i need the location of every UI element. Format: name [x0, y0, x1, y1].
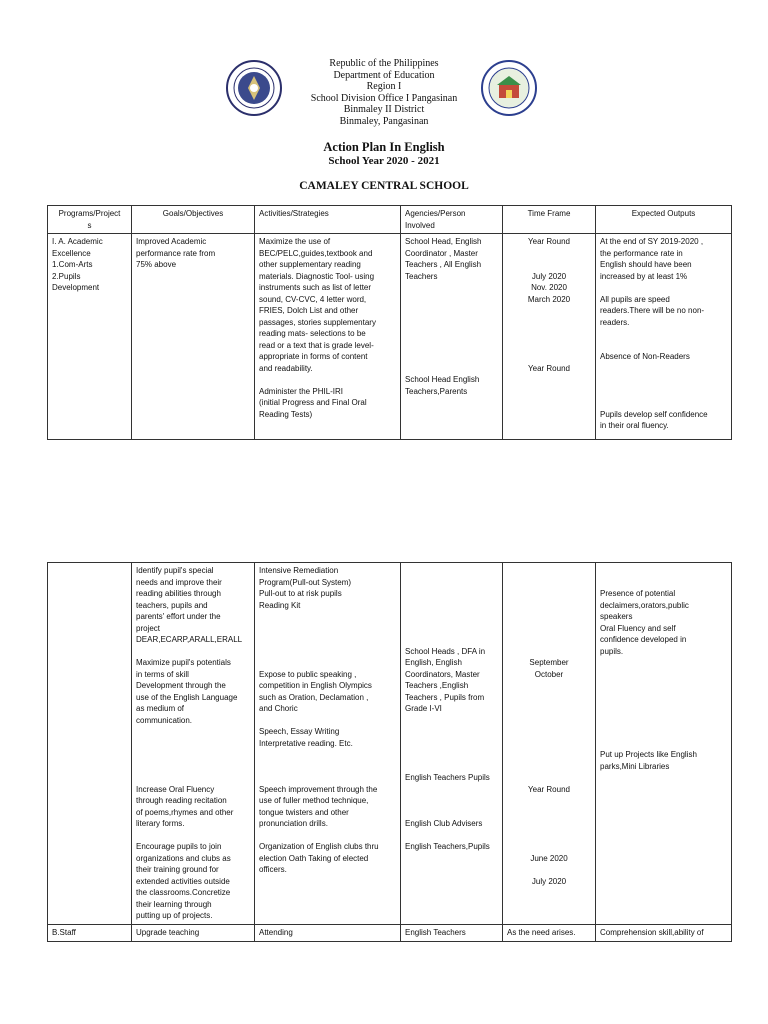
letterhead [0, 58, 768, 127]
goals-cell: Improved Academic performance rate from 75% above [132, 234, 255, 440]
action-plan-table-part2 [47, 562, 732, 942]
table-row [48, 563, 732, 925]
column-header-activities: Activities/Strategies [255, 206, 401, 234]
activities-cell: Intensive Remediation Program(Pull-out System) Pull-out to at risk pupils Reading Kit Expose to public speaking , competition in English Olympics such as Oration, Declamation , and Choric Speech, Essay Writing Interpretative reading. Etc. Speech improvement through the use of fuller method technique, tongue twisters and other pronunciation drills. Organization of English clubs thru election Oath Taking of elected officers. [255, 563, 401, 925]
goals-cell: Identify pupil's special needs and improve their reading abilities through teachers, pupils and parents' effort under the project DEAR,ECARP,ARALL,ERALL Maximize pupil's potentials in terms of skill Development through the use of the English Language as medium of communication. Increase Oral Fluency through reading recitation of poems,rhymes and other literary forms. Encourage pupils to join organizations and clubs as their training ground for extended activities outside the classrooms.Concretize their learning through putting up of projects. [132, 563, 255, 925]
activities-cell: Attending [255, 925, 401, 942]
column-header-time-frame: Time Frame [503, 206, 596, 234]
program-cell [48, 563, 132, 925]
table-row [48, 925, 732, 942]
activities-cell: Maximize the use of BEC/PELC,guides,textbook and other supplementary reading materials. Diagnostic Tool- using instruments such as list of letter sound, CV-CVC, 4 letter word, FRIES, Dolch List and other passages, stories supplementary reading mats- selections to be read or a text that is grade level- appropriate in forms of content and readability. Administer the PHIL-IRI (initial Progress and Final Oral Reading Tests) [255, 234, 401, 440]
outputs-cell: Presence of potential declaimers,orators,public speakers Oral Fluency and self confidence developed in pupils. Put up Projects like English parks,Mini Libraries [596, 563, 732, 925]
program-cell: B.Staff [48, 925, 132, 942]
school-year: School Year 2020 - 2021 [328, 155, 440, 167]
table-row [48, 234, 732, 440]
column-header-programs: Programs/Project s [48, 206, 132, 234]
letterhead-line: School Division Office I Pangasinan [310, 92, 458, 104]
goals-cell: Upgrade teaching [132, 925, 255, 942]
table-header-row [48, 206, 732, 234]
action-plan-table-part1 [47, 205, 732, 440]
letterhead-line: Binmaley II District [343, 104, 425, 115]
time-frame-cell: September October Year Round June 2020 July 2020 [503, 563, 596, 925]
document-title: Action Plan In English [323, 140, 445, 154]
agencies-cell: School Head, English Coordinator , Master Teachers , All English Teachers School Head English Teachers,Parents [401, 234, 503, 440]
column-header-goals: Goals/Objectives [132, 206, 255, 234]
column-header-outputs: Expected Outputs [596, 206, 732, 234]
column-header-agencies: Agencies/Person Involved [401, 206, 503, 234]
letterhead-line: Republic of the Philippines [329, 58, 439, 69]
time-frame-cell: Year Round July 2020 Nov. 2020 March 2020 Year Round [503, 234, 596, 440]
agencies-cell: School Heads , DFA in English, English Coordinators, Master Teachers ,English Teachers , Pupils from Grade I-VI English Teachers Pupils English Club Advisers English Teachers,Pupils [401, 563, 503, 925]
agencies-cell: English Teachers [401, 925, 503, 942]
school-name: CAMALEY CENTRAL SCHOOL [299, 180, 469, 192]
time-frame-cell: As the need arises. [503, 925, 596, 942]
program-cell: I. A. Academic Excellence 1.Com-Arts 2.Pupils Development [48, 234, 132, 440]
letterhead-line: Department of Education [333, 69, 435, 81]
outputs-cell: Comprehension skill,ability of [596, 925, 732, 942]
letterhead-line: Region I [366, 81, 402, 92]
outputs-cell: At the end of SY 2019-2020 , the performance rate in English should have been increased by at least 1% All pupils are speed readers.There will be no non- readers. Absence of Non-Readers Pupils develop self confidence in their oral fluency. [596, 234, 732, 440]
letterhead-line: Binmaley, Pangasinan [339, 115, 429, 127]
